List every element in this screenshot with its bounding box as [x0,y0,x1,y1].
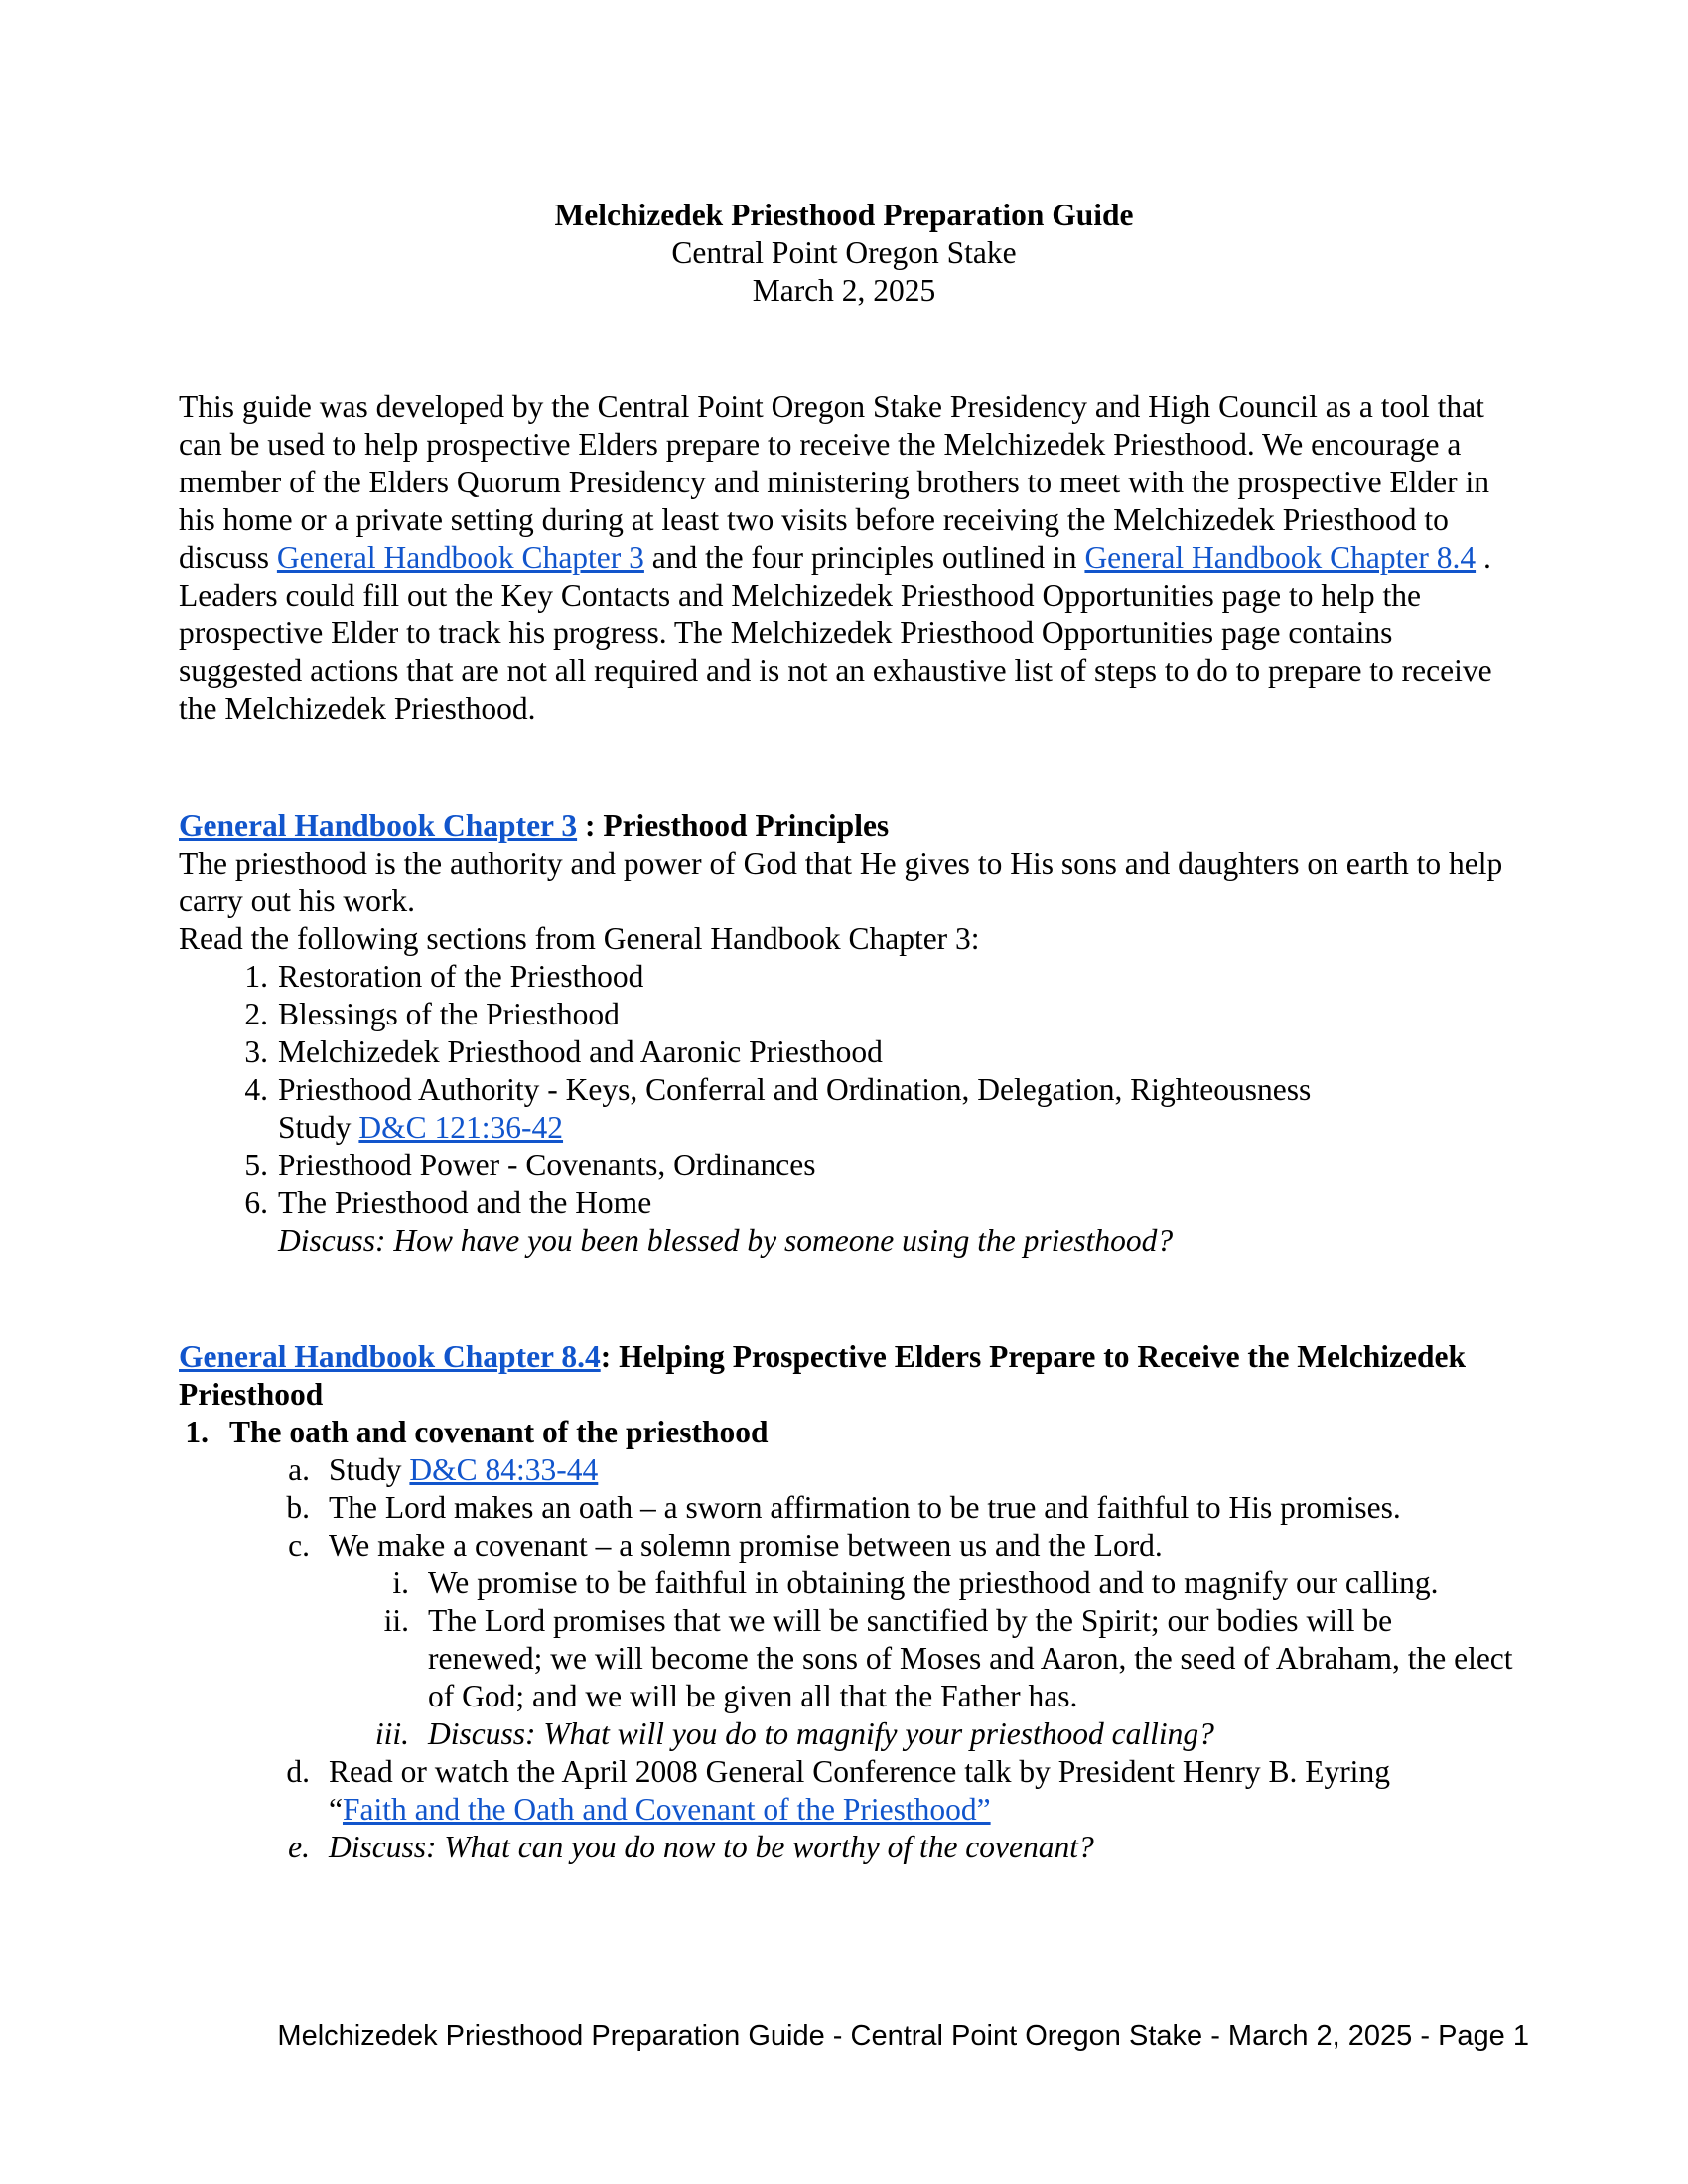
section1-heading [179,807,1514,845]
intro-link-chapter-8-4[interactable]: General Handbook Chapter 8.4 [1084,540,1477,575]
list-text: Priesthood Power - Covenants, Ordinances [278,1148,816,1182]
list-item [179,1489,1514,1527]
list-text: Blessings of the Priesthood [278,997,620,1031]
intro-text-1: This guide was developed by the Central Point Oregon Stake Presidency and High Council as a tool that can be used to help prospective Elders prepare to receive the Melchizedek Priesthood. We encourage a member of the Elders Quorum Presidency and ministering brothers to meet with the prospective Elder in his home or a private setting during at least two visits before receiving the Melchizedek Priesthood to discuss [179,389,1490,575]
section1-body: The priesthood is the authority and power of God that He gives to His sons and daughters on earth to help carry out his work. [179,846,1503,918]
list-roman: iii. [374,1716,409,1751]
list-text: We make a covenant – a solemn promise between us and the Lord. [329,1528,1163,1563]
list-text: Melchizedek Priesthood and Aaronic Priesthood [278,1034,883,1069]
list-letter: a. [288,1452,310,1487]
document-date: March 2, 2025 [752,273,936,308]
study-line [278,1109,1514,1147]
intro-text-3: . Leaders could fill out the Key Contacts and Melchizedek Priesthood Opportunities page to help the prospective Elder to track his progress. The Melchizedek Priesthood Opportunities page contains suggested actions that are not all required and is not an exhaustive list of steps to do to prepare to receive the Melchizedek Priesthood. [179,540,1492,726]
stake-name: Central Point Oregon Stake [671,235,1017,270]
principle-heading [179,1414,1514,1451]
list-item [179,1033,1514,1071]
list-text: The Lord makes an oath – a sworn affirmation to be true and faithful to His promises. [329,1490,1401,1525]
section1-read-line: Read the following sections from General Handbook Chapter 3: [179,921,980,956]
title-block [0,197,1688,310]
document-title: Melchizedek Priesthood Preparation Guide [554,198,1134,232]
quote-mark: “ [329,1792,343,1827]
list-number: 2. [244,997,268,1031]
section-priesthood-principles [179,807,1514,1260]
section-helping-prospective-elders [179,1338,1514,1866]
list-item [179,1602,1514,1715]
list-item [179,958,1514,996]
section2-link-chapter-8-4[interactable]: General Handbook Chapter 8.4 [179,1339,601,1374]
link-eyring-talk[interactable]: Faith and the Oath and Covenant of the Priesthood” [342,1792,991,1827]
list-letter: c. [288,1528,310,1563]
list-text: We promise to be faithful in obtaining the priesthood and to magnify our calling. [428,1566,1439,1600]
list-number: 5. [244,1148,268,1182]
list-letter: e. [288,1830,310,1864]
list-text: Restoration of the Priesthood [278,959,644,994]
link-dc-121[interactable]: D&C 121:36-42 [358,1110,564,1145]
page-footer: Melchizedek Priesthood Preparation Guide - Central Point Oregon Stake - March 2, 2025 - Page 1 [277,2020,1529,2052]
list-text: The Priesthood and the Home [278,1185,652,1220]
section1-link-chapter-3[interactable]: General Handbook Chapter 3 [179,808,578,843]
list-number: 1. [244,959,268,994]
list-item [179,1829,1514,1866]
list-text: Read or watch the April 2008 General Conference talk by President Henry B. Eyring [329,1754,1390,1789]
list-item [179,1565,1514,1602]
list-item [179,1527,1514,1565]
list-item [179,1451,1514,1489]
list-number: 3. [244,1034,268,1069]
section2-heading [179,1338,1514,1414]
intro-paragraph [179,388,1514,728]
section1-heading-text: : Priesthood Principles [577,808,890,843]
list-item [179,1753,1514,1829]
list-item [179,1184,1514,1260]
list-item [179,996,1514,1033]
list-item [179,1071,1514,1147]
discuss-question: Discuss: What can you do now to be worthy of the covenant? [329,1830,1094,1864]
list-text: Priesthood Authority - Keys, Conferral and Ordination, Delegation, Righteousness [278,1072,1312,1107]
list-number: 6. [244,1185,268,1220]
list-roman: i. [392,1566,409,1600]
intro-text-2: and the four principles outlined in [643,540,1085,575]
list-number: 1. [185,1415,209,1449]
link-dc-84[interactable]: D&C 84:33-44 [409,1452,599,1487]
list-roman: ii. [383,1603,409,1638]
list-text: The oath and covenant of the priesthood [229,1415,769,1449]
discuss-question: Discuss: How have you been blessed by someone using the priesthood? [278,1223,1174,1258]
study-prefix: Study [329,1452,410,1487]
list-item [179,1715,1514,1753]
list-text: The Lord promises that we will be sanctified by the Spirit; our bodies will be renewed; we will become the sons of Moses and Aaron, the seed of Abraham, the elect of God; and we will be given all that the Father has. [428,1603,1513,1713]
study-prefix: Study [278,1110,359,1145]
list-item [179,1147,1514,1184]
section2-heading-text: : Helping Prospective Elders Prepare to Receive the Melchizedek Priesthood [179,1339,1466,1412]
list-letter: d. [286,1754,310,1789]
list-letter: b. [286,1490,310,1525]
intro-link-chapter-3[interactable]: General Handbook Chapter 3 [276,540,644,575]
talk-link-line [329,1791,1514,1829]
list-number: 4. [244,1072,268,1107]
discuss-question: Discuss: What will you do to magnify your priesthood calling? [428,1716,1214,1751]
